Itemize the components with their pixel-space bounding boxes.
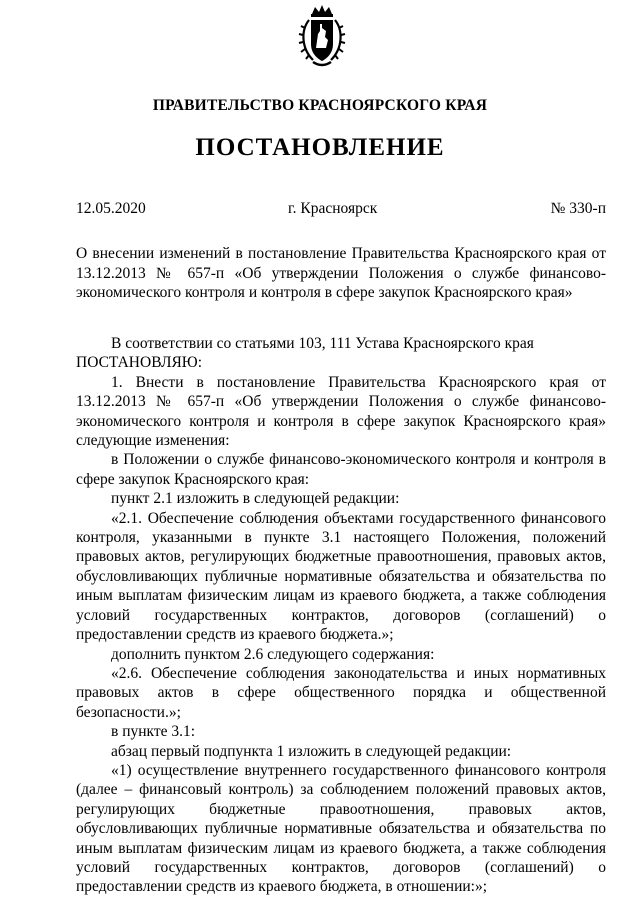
body-paragraph: «1) осуществление внутреннего государственного финансового контроля (далее – финансовый контроль) за соблюдением положений правовых актов, регулирующих бюджетные правоотношения, правовых актов, обусловливающих публичные нормативные обязательства и обязательства по иным выплатам физическим лицам из краевого бюджета, а также соблюдения условий государственных контрактов, договоров (соглашений) о предоставлении средств из краевого бюджета, в отношении:»;: [76, 761, 606, 896]
organization-title: ПРАВИТЕЛЬСТВО КРАСНОЯРСКОГО КРАЯ: [152, 97, 488, 114]
body-paragraph: «2.6. Обеспечение соблюдения законодательства и иных нормативных правовых актов в сфере общественного порядка и общественной безопасности.»;: [76, 664, 606, 721]
document-city: г. Красноярск: [288, 200, 378, 217]
document-subject: О внесении изменений в постановление Правительства Красноярского края от 13.12.2013 № 657-п «Об утверждении Положения о службе финансово-экономического контроля и контроля в сфере закупок Красноярского края»: [76, 245, 606, 301]
body-paragraph: в пункте 3.1:: [111, 723, 196, 741]
krasnoyarsk-coat-of-arms-icon: [295, 4, 349, 70]
document-type-title: ПОСТАНОВЛЕНИЕ: [195, 134, 445, 161]
body-paragraph: 1. Внести в постановление Правительства Красноярского края от 13.12.2013 № 657-п «Об утверждении Положения о службе финансово-экономического контроля и контроля в сфере закупок Красноярского края» следующие изменения:: [76, 373, 606, 450]
document-body: [76, 334, 606, 897]
document-meta-line: [76, 200, 606, 222]
body-paragraph: абзац первый подпункта 1 изложить в следующей редакции:: [111, 742, 512, 760]
body-paragraph: ПОСТАНОВЛЯЮ:: [76, 354, 203, 372]
body-paragraph: пункт 2.1 изложить в следующей редакции:: [111, 490, 400, 508]
document-number: № 330-п: [550, 200, 606, 217]
body-paragraph: дополнить пунктом 2.6 следующего содержания:: [111, 645, 435, 663]
body-paragraph: в Положении о службе финансово-экономического контроля и контроля в сфере закупок Красноярского края:: [76, 451, 606, 488]
document-date: 12.05.2020: [76, 200, 146, 217]
body-paragraph: В соответствии со статьями 103, 111 Устава Красноярского края: [111, 335, 534, 352]
body-paragraph: «2.1. Обеспечение соблюдения объектами государственного финансового контроля, указанными в пункте 3.1 настоящего Положения, положений правовых актов, регулирующих бюджетные правоотношения, правовых актов, обусловливающих публичные нормативные обязательства и обязательства по иным выплатам физическим лицам из краевого бюджета, а также соблюдения условий государственных контрактов, договоров (соглашений) о предоставлении средств из краевого бюджета.»;: [76, 509, 606, 644]
